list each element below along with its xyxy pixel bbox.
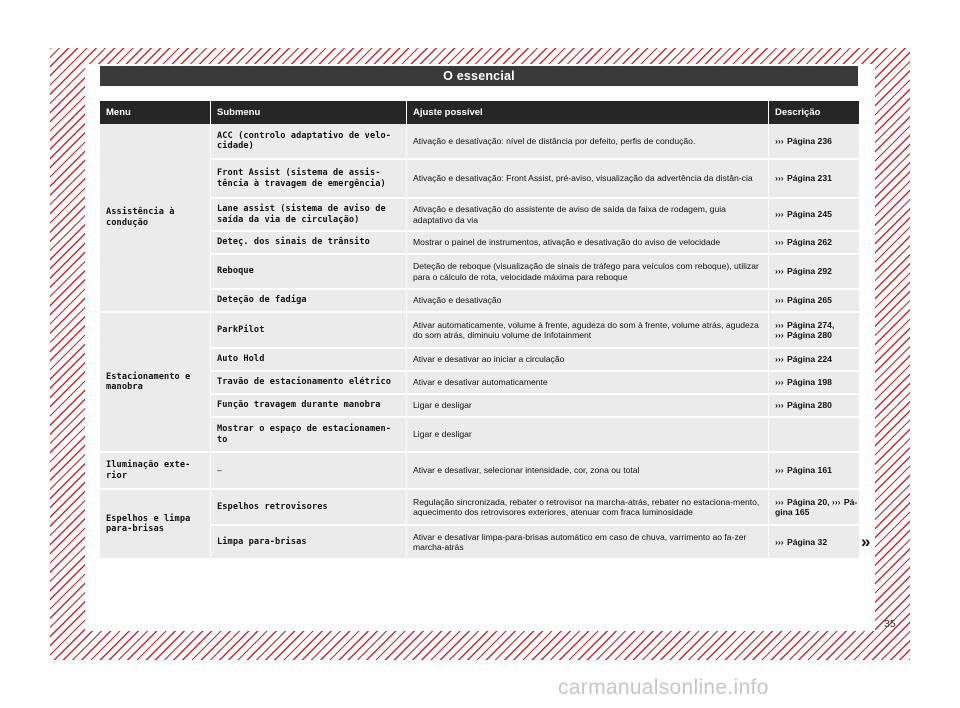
- settings-menu-table: [100, 101, 859, 560]
- setting-cell: Ativar e desativar ao iniciar a circulação: [407, 349, 769, 372]
- column-header-menu: Menu: [100, 101, 211, 124]
- page-title: O essencial: [100, 66, 858, 86]
- page-reference-link[interactable]: [769, 349, 859, 372]
- submenu-cell: Limpa para-brisas: [211, 526, 407, 560]
- page-reference-empty: [769, 418, 859, 453]
- menu-cell: Espelhos e limpa para-brisas: [100, 490, 211, 560]
- setting-cell: Mostrar o painel de instrumentos, ativação e desativação do aviso de velocidade: [407, 232, 769, 255]
- page-reference-text: Página 20,: [786, 496, 830, 507]
- page-reference-text: Página 292: [786, 266, 832, 277]
- page-ref-arrow-icon: ›››: [775, 330, 784, 340]
- page-reference-link[interactable]: [769, 199, 859, 232]
- setting-cell: Ligar e desligar: [407, 418, 769, 453]
- submenu-cell: Função travagem durante manobra: [211, 395, 407, 418]
- page-number: 35: [884, 618, 896, 630]
- page-reference-text: Página 161: [786, 465, 832, 476]
- page-ref-arrow-icon: ›››: [775, 237, 784, 248]
- submenu-cell: Auto Hold: [211, 349, 407, 372]
- page-reference-link[interactable]: [769, 255, 859, 290]
- page-ref-arrow-icon: ›››: [775, 319, 784, 330]
- table-row: [100, 349, 859, 372]
- page-ref-arrow-icon: ›››: [775, 266, 784, 277]
- setting-cell: Ativação e desativação do assistente de aviso de saída da faixa de rodagem, guia adaptativo da via: [407, 199, 769, 232]
- page-reference-text: Página 231: [786, 173, 832, 184]
- setting-cell: Ativar e desativar, selecionar intensidade, cor, zona ou total: [407, 453, 769, 490]
- page-reference-text: Página 198: [786, 377, 832, 388]
- setting-cell: Ativação e desativação: Front Assist, pré-aviso, visualização da advertência da distân-cia: [407, 160, 769, 199]
- menu-cell: Iluminação exte-rior: [100, 453, 211, 490]
- page-reference-text: Página 262: [786, 237, 832, 248]
- table-row: [100, 418, 859, 453]
- setting-cell: Ligar e desligar: [407, 395, 769, 418]
- setting-cell: Deteção de reboque (visualização de sinais de tráfego para veículos com reboque), utilizar para o cálculo de rota, velocidade máxima para reboque: [407, 255, 769, 290]
- page-ref-arrow-icon: ›››: [775, 135, 784, 146]
- table-row: [100, 395, 859, 418]
- page-reference-text: gina 165: [775, 507, 810, 517]
- page-reference-text: Página 236: [786, 135, 832, 146]
- table-row: [100, 313, 859, 349]
- submenu-cell: Reboque: [211, 255, 407, 290]
- setting-cell: Regulação sincronizada, rebater o retrovisor na marcha-atrás, rebater no estaciona-mento, aquecimento dos retrovisores exteriores, atenuar com fraca luminosidade: [407, 490, 769, 526]
- table-header-row: [100, 101, 859, 124]
- setting-cell: Ativar automaticamente, volume à frente, agudeza do som à frente, volume atrás, agudeza do som atrás, diminuiu volume de Infotainment: [407, 313, 769, 349]
- page-reference-text: Página 280: [786, 400, 832, 411]
- page-reference-link[interactable]: [769, 160, 859, 199]
- setting-cell: Ativar e desativar automaticamente: [407, 372, 769, 395]
- page-reference-link[interactable]: [769, 290, 859, 313]
- page-ref-arrow-icon: ›››: [775, 496, 784, 507]
- submenu-cell: Travão de estacionamento elétrico: [211, 372, 407, 395]
- page-ref-arrow-icon: ›››: [775, 400, 784, 411]
- submenu-cell: Deteção de fadiga: [211, 290, 407, 313]
- submenu-cell: Front Assist (sistema de assis-tência à travagem de emergência): [211, 160, 407, 199]
- page-ref-arrow-icon: ›››: [831, 496, 841, 507]
- page-reference-link[interactable]: [769, 395, 859, 418]
- page-reference-text: Página 224: [786, 354, 832, 365]
- submenu-cell: –: [211, 453, 407, 490]
- page-ref-arrow-icon: ›››: [775, 209, 784, 220]
- setting-cell: Ativação e desativação: [407, 290, 769, 313]
- page-reference-text: Página 274,: [786, 319, 835, 330]
- page-reference-text: Pá-: [843, 496, 858, 507]
- page-reference-text: Página 265: [786, 295, 832, 306]
- table-row: [100, 124, 859, 160]
- submenu-cell: Espelhos retrovisores: [211, 490, 407, 526]
- column-header-description: Descrição: [769, 101, 859, 124]
- setting-cell: Ativação e desativação: nível de distância por defeito, perfis de condução.: [407, 124, 769, 160]
- table-row: [100, 199, 859, 232]
- page-reference-link[interactable]: [769, 232, 859, 255]
- page-ref-arrow-icon: ›››: [775, 536, 784, 547]
- page-ref-arrow-icon: ›››: [775, 354, 784, 365]
- continue-marker-icon: »: [861, 532, 871, 551]
- page-ref-arrow-icon: ›››: [775, 465, 784, 476]
- column-header-submenu: Submenu: [211, 101, 407, 124]
- page-reference-link[interactable]: [769, 313, 859, 349]
- submenu-cell: Mostrar o espaço de estacionamen-to: [211, 418, 407, 453]
- table-row: [100, 490, 859, 526]
- table-row: [100, 526, 859, 560]
- submenu-cell: Lane assist (sistema de aviso de saída da via de circulação): [211, 199, 407, 232]
- page-ref-arrow-icon: ›››: [775, 173, 784, 184]
- watermark-text: carmanualsonline.info: [558, 676, 769, 699]
- page-reference-link[interactable]: [769, 526, 859, 560]
- page-reference-link[interactable]: [769, 490, 859, 526]
- page-reference-text: Página 245: [786, 209, 832, 220]
- page-reference-link[interactable]: [769, 372, 859, 395]
- table-row: [100, 290, 859, 313]
- page-reference-link[interactable]: [769, 453, 859, 490]
- setting-cell: Ativar e desativar limpa-para-brisas automático em caso de chuva, varrimento ao fa-zer marcha-atrás: [407, 526, 769, 560]
- table-row: [100, 372, 859, 395]
- table-row: [100, 255, 859, 290]
- table-row: [100, 160, 859, 199]
- page-ref-arrow-icon: ›››: [775, 377, 784, 388]
- menu-cell: Assistência à condução: [100, 124, 211, 313]
- menu-cell: Estacionamento e manobra: [100, 313, 211, 453]
- page-reference-text: Página 280: [786, 330, 832, 340]
- page-ref-arrow-icon: ›››: [775, 295, 784, 306]
- table-row: [100, 232, 859, 255]
- submenu-cell: ACC (controlo adaptativo de velo-cidade): [211, 124, 407, 160]
- column-header-setting: Ajuste possível: [407, 101, 769, 124]
- page-reference-link[interactable]: [769, 124, 859, 160]
- submenu-cell: Deteç. dos sinais de trânsito: [211, 232, 407, 255]
- page-reference-text: Página 32: [786, 536, 828, 547]
- submenu-cell: ParkPilot: [211, 313, 407, 349]
- table-row: [100, 453, 859, 490]
